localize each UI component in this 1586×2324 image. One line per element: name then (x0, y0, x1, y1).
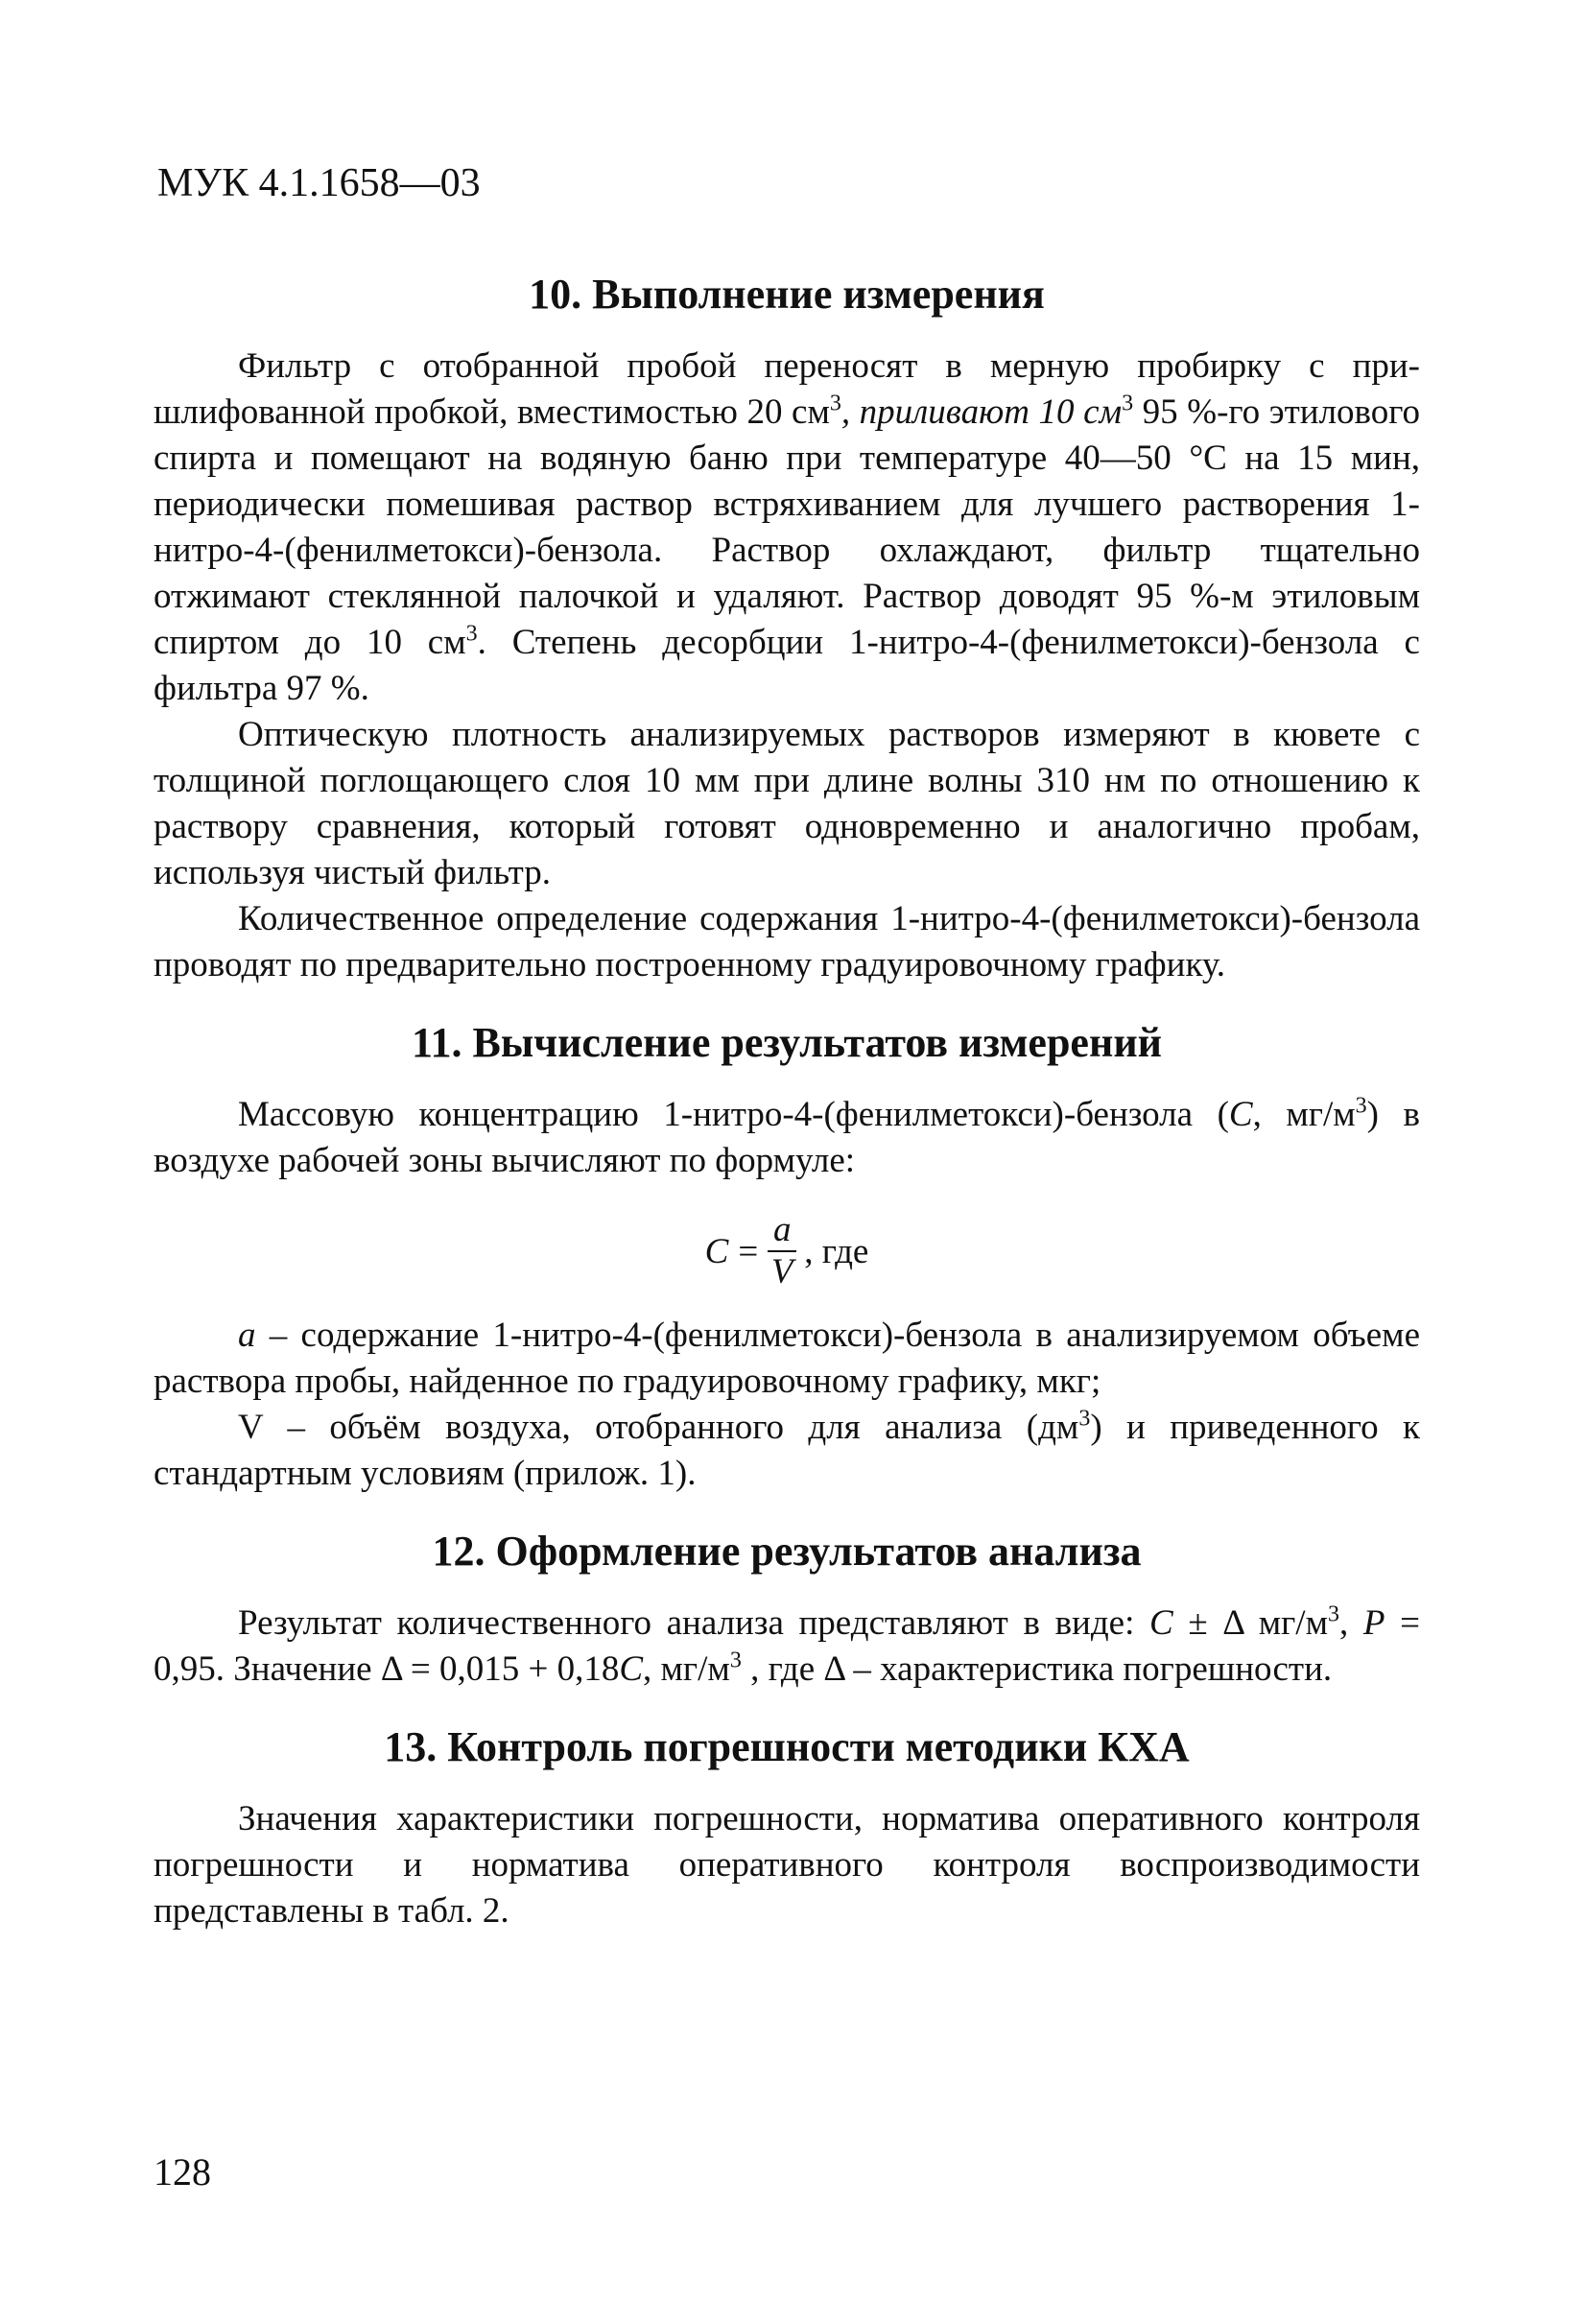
formula-suffix: , где (804, 1231, 869, 1271)
section-12-paragraph-1: Результат количественного анализа представляют в виде: С ± Δ $мг/м^3$, Р = 0,95. Значение Δ = 0,015 + 0,18С, $мг/м^3$ , где Δ – характеристика погрешности. (154, 1601, 1421, 1689)
section-10-paragraph-2: Оптическую плотность анализируемых растворов измеряют в кювете с толщиной поглощающего слоя 10 мм при длине волны 310 нм по отношению к раствору сравнения, который готовят одновременно и аналогично пробам, используя чистый фильтр. (154, 715, 1420, 892)
formula-numerator: a (772, 1210, 792, 1249)
definition-v: V – объём воздуха, отобранного для анализа $(дм^3)$ и приведенного к стандартным условиям (прилож. 1). (154, 1406, 1420, 1493)
formula-denominator: V (770, 1252, 793, 1292)
section-12-heading: 12. Оформление результатов анализа (432, 1528, 1142, 1575)
section-11-paragraph-1: Массовую концентрацию 1-нитро-4-(фенилметокси)-бензола (С, $мг/м^3$) в воздухе рабочей зоны вычисляют по формуле: (154, 1093, 1420, 1180)
document-body (154, 269, 1420, 1934)
section-11-heading: 11. Вычисление результатов измерений (411, 1019, 1163, 1066)
formula-fraction (768, 1210, 796, 1292)
concentration-formula (154, 1205, 1420, 1297)
section-13-heading: 13. Контроль погрешности методики КХА (384, 1723, 1190, 1770)
section-13-paragraph-1: Значения характеристики погрешности, норматива оперативного контроля погрешности и норматива оперативного контроля воспроизводимости представлены в табл. 2. (154, 1799, 1420, 1931)
formula-lhs: С (704, 1231, 729, 1271)
definition-a: а – содержание 1-нитро-4-(фенилметокси)-бензола в анализируемом объеме раствора пробы, найденное по градуировочному графику, мкг; (154, 1316, 1420, 1401)
document-code: МУК 4.1.1658—03 (157, 161, 481, 205)
formula-equals: = (738, 1231, 759, 1271)
section-10-paragraph-3: Количественное определение содержания 1-нитро-4-(фенилметокси)-бензола проводят по предварительно построенному градуировочному графику. (154, 899, 1420, 984)
section-10-heading: 10. Выполнение измерения (529, 271, 1045, 318)
page-number: 128 (154, 2150, 211, 2194)
section-10-paragraph-1: Фильтр с отобранной пробой переносят в мерную пробирку с при-шлифованной пробкой, вместимостью 20 $см^3$, приливают 10 $см^3$ 95 %-го этилового спирта и помещают на водяную баню при температуре 40—50 °С на 15 мин, периодически помешивая раствор встряхиванием для лучшего растворения 1-нитро-4-(фенилметокси)-бензола. Раствор охлаждают, фильтр тщательно отжимают стеклянной палочкой и удаляют. Раствор доводят 95 %-м этиловым спиртом до 10 $см^3$. Степень десорбции 1-нитро-4-(фенилметокси)-бензола с фильтра 97 %. (154, 346, 1420, 708)
